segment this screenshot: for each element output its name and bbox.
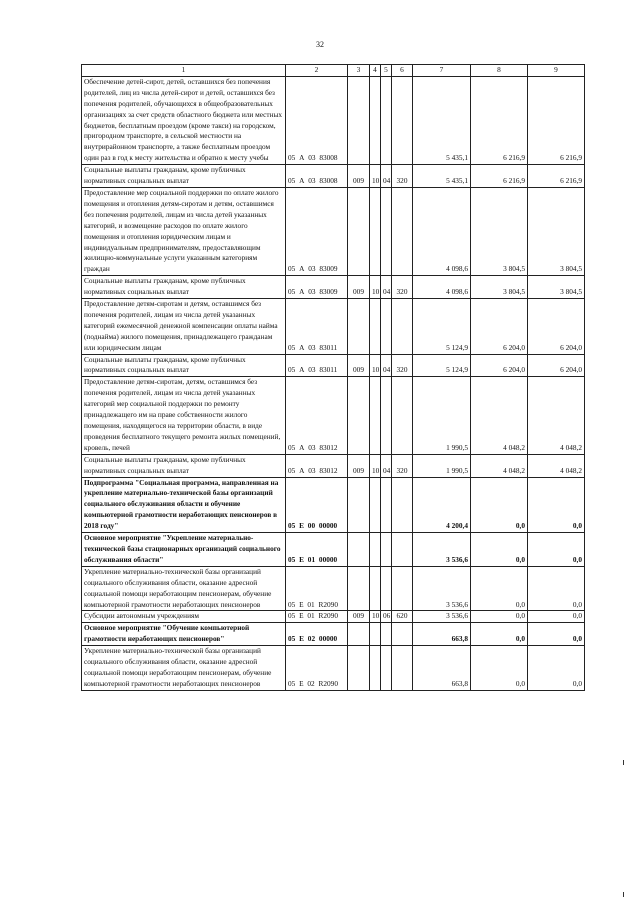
cell-v8: 0,0 bbox=[471, 611, 528, 623]
margin-mark bbox=[623, 760, 624, 765]
cell-v7: 3 536,6 bbox=[413, 611, 471, 623]
column-header: 4 bbox=[370, 65, 381, 77]
column-header: 8 bbox=[471, 65, 528, 77]
cell-v8: 0,0 bbox=[471, 566, 528, 611]
cell-c3 bbox=[348, 566, 370, 611]
cell-c6 bbox=[392, 623, 413, 646]
cell-c5: 04 bbox=[381, 165, 392, 188]
cell-v8: 0,0 bbox=[471, 477, 528, 533]
budget-table bbox=[81, 64, 585, 691]
cell-c5: 06 bbox=[381, 611, 392, 623]
cell-name: Подпрограмма "Социальная программа, направленная на укрепление материально-технической базы организаций социального обслуживания области и обучение компьютерной грамотности неработающих пенсионеров в 2018 году" bbox=[82, 477, 286, 533]
cell-c5 bbox=[381, 566, 392, 611]
cell-v7: 663,8 bbox=[413, 623, 471, 646]
cell-code: 05 Е 02 00000 bbox=[286, 623, 348, 646]
cell-v8: 4 048,2 bbox=[471, 454, 528, 477]
cell-name: Укрепление материально-технической базы организаций социального обслуживания области, оказание адресной социальной помощи неработающим пенсионерам, обучение компьютерной грамотности неработающих пенсионеров bbox=[82, 646, 286, 691]
cell-v8: 6 204,0 bbox=[471, 299, 528, 355]
cell-v9: 0,0 bbox=[528, 477, 585, 533]
cell-v7: 5 435,1 bbox=[413, 165, 471, 188]
cell-c6 bbox=[392, 566, 413, 611]
cell-name: Предоставление мер социальной поддержки по оплате жилого помещения и отопления детям-сиротам и детям, оставшимся без попечения родителей, лицам из числа детей указанных категорий, и возмещение расходов по оплате жилого помещения и отопления юридическим лицам и индивидуальным предпринимателям, предоставляющим жилищно-коммунальные услуги указанным категориям граждан bbox=[82, 187, 286, 275]
cell-c3 bbox=[348, 377, 370, 454]
column-header: 2 bbox=[286, 65, 348, 77]
cell-c6 bbox=[392, 477, 413, 533]
column-header: 7 bbox=[413, 65, 471, 77]
column-header: 5 bbox=[381, 65, 392, 77]
table-row bbox=[82, 566, 585, 611]
cell-v8: 3 804,5 bbox=[471, 276, 528, 299]
cell-c6: 320 bbox=[392, 454, 413, 477]
cell-v7: 5 124,9 bbox=[413, 299, 471, 355]
cell-code: 05 Е 01 R2090 bbox=[286, 611, 348, 623]
cell-name: Социальные выплаты гражданам, кроме публичных нормативных социальных выплат bbox=[82, 354, 286, 377]
cell-v9: 6 204,0 bbox=[528, 354, 585, 377]
cell-c4: 10 bbox=[370, 165, 381, 188]
cell-v8: 0,0 bbox=[471, 646, 528, 691]
cell-v7: 1 990,5 bbox=[413, 377, 471, 454]
cell-c4 bbox=[370, 533, 381, 567]
cell-v9: 0,0 bbox=[528, 611, 585, 623]
cell-c6: 620 bbox=[392, 611, 413, 623]
cell-name: Предоставление детям-сиротам, детям, оставшимся без попечения родителей, лицам из числа детей указанных категорий мер социальной поддержки по ремонту принадлежащего им на праве собственности жилого помещения, находящегося на территории области, в виде проведения бесплатного текущего ремонта жилых помещений, кровель, печей bbox=[82, 377, 286, 454]
cell-v9: 0,0 bbox=[528, 623, 585, 646]
margin-mark bbox=[623, 892, 624, 897]
cell-c6: 320 bbox=[392, 276, 413, 299]
cell-c3: 009 bbox=[348, 354, 370, 377]
cell-code: 05 Е 01 00000 bbox=[286, 533, 348, 567]
column-header: 1 bbox=[82, 65, 286, 77]
cell-c3 bbox=[348, 187, 370, 275]
cell-name: Обеспечение детей-сирот, детей, оставшихся без попечения родителей, лиц из числа детей-сирот и детей, оставшихся без попечения родителей, обучающихся в общеобразовательных организациях за счет средств областного бюджета или местных бюджетов, бесплатным проездом (кроме такси) на городском, пригородном транспорте, в сельской местности на внутрирайонном транспорте, а также бесплатным проездом один раз в год к месту жительства и обратно к месту учебы bbox=[82, 76, 286, 164]
cell-v8: 4 048,2 bbox=[471, 377, 528, 454]
cell-c4: 10 bbox=[370, 611, 381, 623]
cell-name: Укрепление материально-технической базы организаций социального обслуживания области, оказание адресной социальной помощи неработающим пенсионерам, обучение компьютерной грамотности неработающих пенсионеров bbox=[82, 566, 286, 611]
cell-code: 05 А 03 83011 bbox=[286, 299, 348, 355]
cell-code: 05 Е 00 00000 bbox=[286, 477, 348, 533]
cell-v7: 3 536,6 bbox=[413, 533, 471, 567]
cell-c5 bbox=[381, 646, 392, 691]
cell-v7: 4 200,4 bbox=[413, 477, 471, 533]
table-row bbox=[82, 165, 585, 188]
table-row bbox=[82, 454, 585, 477]
cell-v7: 5 435,1 bbox=[413, 76, 471, 164]
column-header: 3 bbox=[348, 65, 370, 77]
cell-v7: 4 098,6 bbox=[413, 187, 471, 275]
cell-c5 bbox=[381, 299, 392, 355]
cell-code: 05 Е 01 R2090 bbox=[286, 566, 348, 611]
cell-v9: 3 804,5 bbox=[528, 187, 585, 275]
cell-v7: 3 536,6 bbox=[413, 566, 471, 611]
cell-c6: 320 bbox=[392, 165, 413, 188]
cell-c4 bbox=[370, 477, 381, 533]
table-row bbox=[82, 299, 585, 355]
cell-c4 bbox=[370, 76, 381, 164]
cell-c4: 10 bbox=[370, 276, 381, 299]
cell-v8: 6 216,9 bbox=[471, 76, 528, 164]
cell-c6 bbox=[392, 646, 413, 691]
cell-c4 bbox=[370, 187, 381, 275]
page-number: 32 bbox=[316, 40, 324, 49]
cell-c4 bbox=[370, 646, 381, 691]
cell-c5 bbox=[381, 76, 392, 164]
cell-v7: 1 990,5 bbox=[413, 454, 471, 477]
cell-code: 05 А 03 83011 bbox=[286, 354, 348, 377]
cell-code: 05 А 03 83012 bbox=[286, 377, 348, 454]
cell-c5: 04 bbox=[381, 354, 392, 377]
cell-v8: 0,0 bbox=[471, 623, 528, 646]
cell-v8: 0,0 bbox=[471, 533, 528, 567]
cell-v9: 4 048,2 bbox=[528, 454, 585, 477]
cell-c3: 009 bbox=[348, 611, 370, 623]
cell-c6 bbox=[392, 187, 413, 275]
cell-code: 05 А 03 83009 bbox=[286, 276, 348, 299]
cell-c4 bbox=[370, 566, 381, 611]
cell-v9: 6 216,9 bbox=[528, 165, 585, 188]
cell-c5 bbox=[381, 533, 392, 567]
table-row bbox=[82, 623, 585, 646]
cell-name: Социальные выплаты гражданам, кроме публичных нормативных социальных выплат bbox=[82, 454, 286, 477]
cell-v9: 4 048,2 bbox=[528, 377, 585, 454]
cell-c5 bbox=[381, 187, 392, 275]
cell-name: Социальные выплаты гражданам, кроме публичных нормативных социальных выплат bbox=[82, 276, 286, 299]
cell-code: 05 А 03 83009 bbox=[286, 187, 348, 275]
cell-v9: 0,0 bbox=[528, 533, 585, 567]
cell-v9: 6 204,0 bbox=[528, 299, 585, 355]
cell-c3: 009 bbox=[348, 165, 370, 188]
cell-c3 bbox=[348, 299, 370, 355]
cell-name: Социальные выплаты гражданам, кроме публичных нормативных социальных выплат bbox=[82, 165, 286, 188]
cell-c6 bbox=[392, 533, 413, 567]
cell-v7: 663,8 bbox=[413, 646, 471, 691]
cell-code: 05 Е 02 R2090 bbox=[286, 646, 348, 691]
cell-c4: 10 bbox=[370, 354, 381, 377]
table-row bbox=[82, 477, 585, 533]
cell-v7: 4 098,6 bbox=[413, 276, 471, 299]
cell-c3: 009 bbox=[348, 454, 370, 477]
cell-v7: 5 124,9 bbox=[413, 354, 471, 377]
cell-name: Предоставление детям-сиротам и детям, оставшимся без попечения родителей, лицам из числа детей указанных категорий ежемесячной денежной компенсации оплаты найма (поднайма) жилого помещения, принадлежащего гражданам или юридическим лицам bbox=[82, 299, 286, 355]
cell-name: Субсидии автономным учреждениям bbox=[82, 611, 286, 623]
cell-c3 bbox=[348, 623, 370, 646]
cell-c3 bbox=[348, 646, 370, 691]
cell-c3 bbox=[348, 533, 370, 567]
cell-name: Основное мероприятие "Обучение компьютерной грамотности неработающих пенсионеров" bbox=[82, 623, 286, 646]
cell-v9: 3 804,5 bbox=[528, 276, 585, 299]
cell-c4 bbox=[370, 623, 381, 646]
table-row bbox=[82, 76, 585, 164]
column-number-row bbox=[82, 65, 585, 77]
cell-c6 bbox=[392, 377, 413, 454]
cell-c6: 320 bbox=[392, 354, 413, 377]
cell-c5 bbox=[381, 377, 392, 454]
cell-v8: 6 216,9 bbox=[471, 165, 528, 188]
column-header: 6 bbox=[392, 65, 413, 77]
table-row bbox=[82, 354, 585, 377]
cell-code: 05 А 03 83008 bbox=[286, 165, 348, 188]
cell-c3 bbox=[348, 477, 370, 533]
cell-v9: 6 216,9 bbox=[528, 76, 585, 164]
cell-v9: 0,0 bbox=[528, 646, 585, 691]
cell-c6 bbox=[392, 299, 413, 355]
table-row bbox=[82, 377, 585, 454]
cell-c5: 04 bbox=[381, 276, 392, 299]
cell-c6 bbox=[392, 76, 413, 164]
cell-c5: 04 bbox=[381, 454, 392, 477]
cell-c4: 10 bbox=[370, 454, 381, 477]
table-row bbox=[82, 187, 585, 275]
table-row bbox=[82, 276, 585, 299]
cell-v8: 3 804,5 bbox=[471, 187, 528, 275]
table-row bbox=[82, 646, 585, 691]
cell-c3: 009 bbox=[348, 276, 370, 299]
cell-c3 bbox=[348, 76, 370, 164]
cell-v8: 6 204,0 bbox=[471, 354, 528, 377]
column-header: 9 bbox=[528, 65, 585, 77]
cell-name: Основное мероприятие "Укрепление материально-технической базы стационарных организаций социального обслуживания области" bbox=[82, 533, 286, 567]
cell-c5 bbox=[381, 623, 392, 646]
table-row bbox=[82, 533, 585, 567]
cell-code: 05 А 03 83012 bbox=[286, 454, 348, 477]
cell-code: 05 А 03 83008 bbox=[286, 76, 348, 164]
cell-v9: 0,0 bbox=[528, 566, 585, 611]
cell-c5 bbox=[381, 477, 392, 533]
cell-c4 bbox=[370, 377, 381, 454]
cell-c4 bbox=[370, 299, 381, 355]
table-row bbox=[82, 611, 585, 623]
